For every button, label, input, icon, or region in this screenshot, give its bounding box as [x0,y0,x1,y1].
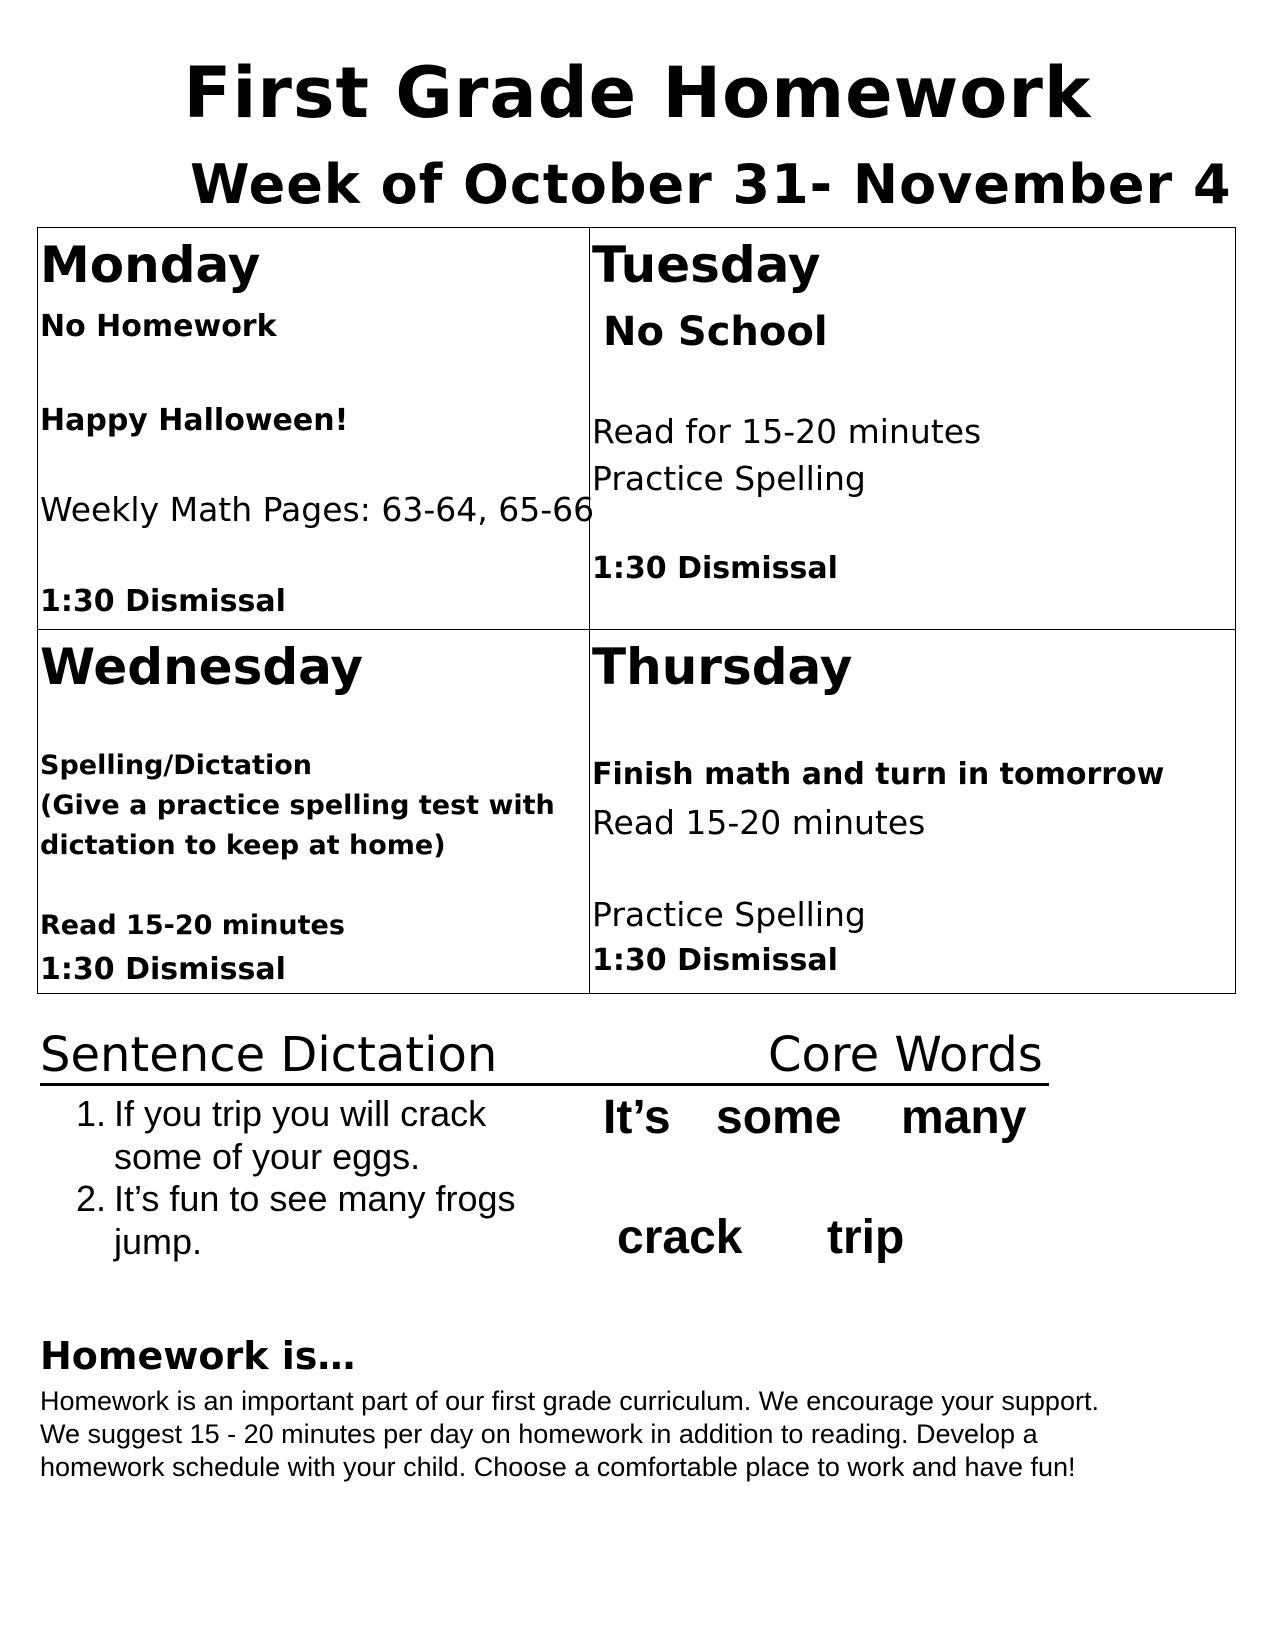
homework-paragraph-line: We suggest 15 - 20 minutes per day on homework in addition to reading. Develop a [40,1419,1038,1449]
tuesday-line: Practice Spelling [592,459,866,498]
tuesday-line: Read for 15-20 minutes [592,412,982,451]
dictation-sentence: some of your eggs. [114,1136,421,1177]
dictation-number: 1. [76,1093,107,1134]
page-title: First Grade Homework [183,52,1092,134]
wednesday-line: dictation to keep at home) [40,830,446,861]
day-heading-wednesday: Wednesday [40,638,363,696]
grid-divider-horizontal [37,629,1236,630]
wednesday-line: Spelling/Dictation [40,750,312,781]
core-word: crack [617,1211,743,1264]
dictation-sentence: If you trip you will crack [114,1093,487,1134]
week-subtitle: Week of October 31- November 4 [190,153,1232,216]
dictation-sentence: It’s fun to see many frogs [114,1178,516,1219]
day-heading-monday: Monday [40,236,261,294]
day-heading-tuesday: Tuesday [592,236,821,294]
thursday-line: Practice Spelling [592,895,866,934]
thursday-line: Finish math and turn in tomorrow [592,757,1165,792]
dictation-number: 2. [76,1178,107,1219]
core-word: It’s [603,1091,671,1144]
tuesday-line: 1:30 Dismissal [592,551,838,586]
sentence-dictation-heading: Sentence Dictation [40,1027,498,1083]
dictation-sentence: jump. [114,1221,203,1262]
tuesday-line: No School [603,309,828,355]
homework-paragraph-line: homework schedule with your child. Choose a comfortable place to work and have fun! [40,1452,1076,1482]
section-underline [40,1083,1049,1086]
day-heading-thursday: Thursday [592,638,853,696]
monday-line: 1:30 Dismissal [40,584,286,619]
monday-line: Weekly Math Pages: 63-64, 65-66 [40,490,595,529]
monday-line: No Homework [40,309,277,344]
homework-paragraph-line: Homework is an important part of our first grade curriculum. We encourage your support. [40,1386,1099,1416]
core-word: some [716,1091,842,1144]
thursday-line: Read 15-20 minutes [592,803,926,842]
core-word: many [901,1091,1027,1144]
wednesday-line: (Give a practice spelling test with [40,790,555,821]
core-words-heading: Core Words [768,1027,1043,1083]
grid-divider-vertical [589,227,590,994]
monday-line: Happy Halloween! [40,403,349,438]
thursday-line: 1:30 Dismissal [592,943,838,978]
homework-is-heading: Homework is… [40,1334,356,1378]
core-word: trip [827,1211,905,1264]
wednesday-line: 1:30 Dismissal [40,952,286,987]
wednesday-line: Read 15-20 minutes [40,910,345,941]
